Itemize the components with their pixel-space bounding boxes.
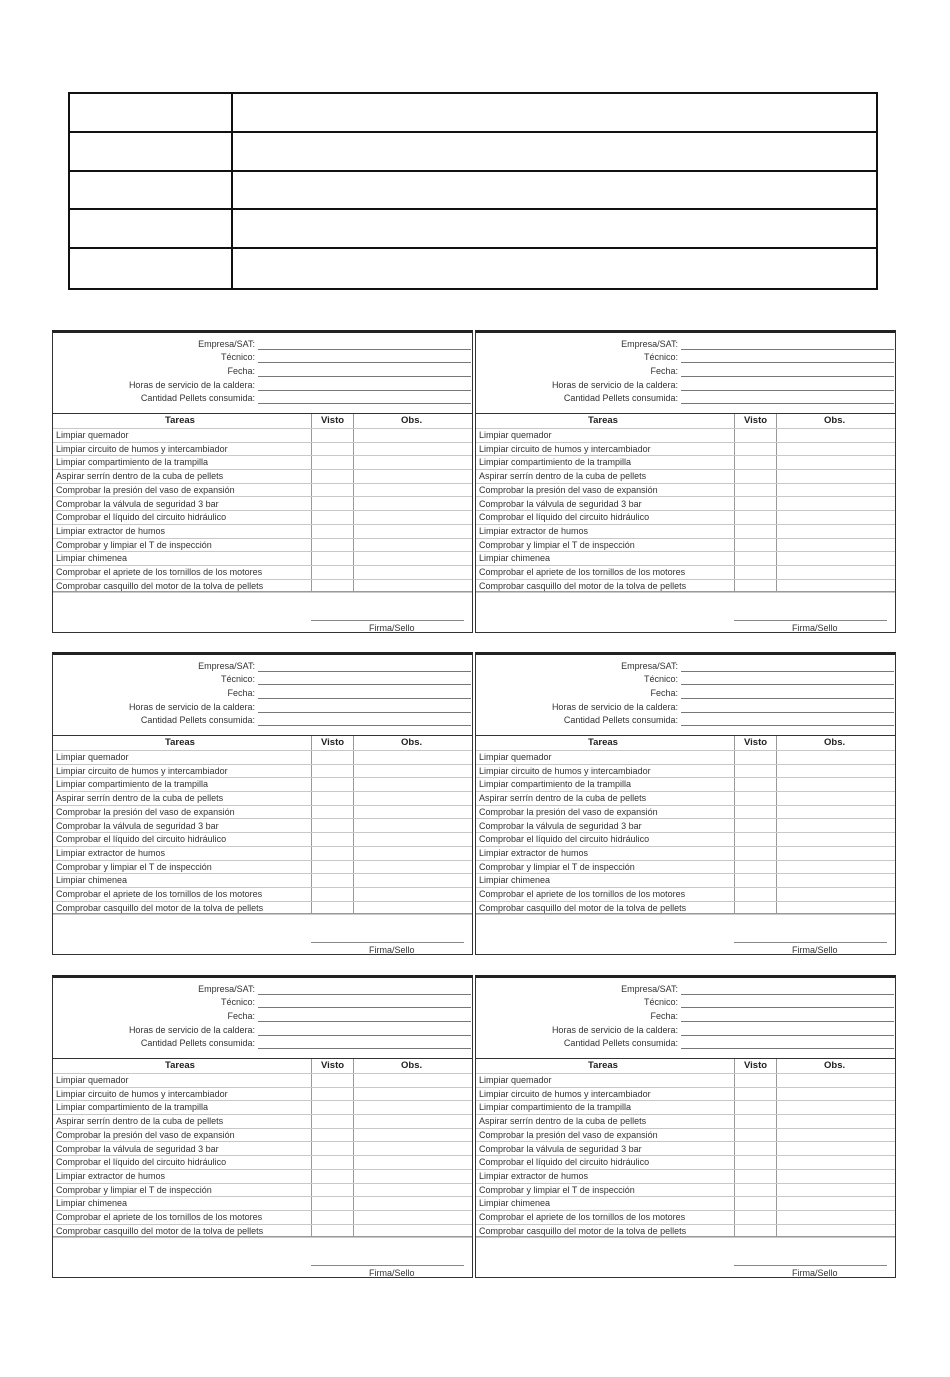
task-label: Comprobar casquillo del motor de la tolva de pellets	[479, 1225, 687, 1236]
maintenance-card	[52, 652, 473, 955]
column-header-seen: Visto	[321, 415, 345, 426]
header-field-label: Horas de servicio de la caldera:	[128, 380, 255, 390]
column-header-tasks: Tareas	[588, 415, 618, 426]
task-label: Comprobar el líquido del circuito hidráulico	[479, 512, 650, 523]
signature-label: Firma/Sello	[792, 945, 838, 955]
header-field-label: Técnico:	[220, 674, 255, 684]
maintenance-card	[52, 330, 473, 633]
header-field-line[interactable]	[681, 362, 894, 363]
signature-line[interactable]	[311, 620, 464, 621]
task-label: Comprobar casquillo del motor de la tolva de pellets	[479, 902, 687, 913]
header-field-label: Cantidad Pellets consumida:	[563, 393, 678, 403]
task-label: Comprobar el apriete de los tornillos de los motores	[479, 567, 686, 577]
header-field-label: Técnico:	[220, 352, 255, 362]
task-row[interactable]	[476, 1197, 895, 1211]
header-field-label: Cantidad Pellets consumida:	[563, 1038, 678, 1048]
task-row[interactable]	[476, 511, 895, 525]
header-field-label: Fecha:	[650, 1011, 678, 1021]
column-header-tasks: Tareas	[165, 415, 195, 426]
signature-area-rule	[53, 591, 472, 592]
signature-line[interactable]	[734, 620, 887, 621]
task-label: Comprobar y limpiar el T de inspección	[479, 539, 635, 550]
task-label: Limpiar compartimiento de la trampilla	[479, 457, 632, 468]
task-row[interactable]	[53, 498, 472, 512]
header-field[interactable]	[53, 659, 473, 673]
task-label: Comprobar el líquido del circuito hidráulico	[56, 512, 227, 523]
task-row[interactable]	[476, 1156, 895, 1170]
header-field-line[interactable]	[681, 1007, 894, 1008]
task-label: Comprobar el líquido del circuito hidráulico	[56, 834, 227, 845]
header-field-label: Fecha:	[227, 688, 255, 698]
task-row[interactable]	[476, 847, 895, 861]
header-field-line[interactable]	[258, 684, 471, 685]
task-row[interactable]	[53, 1088, 472, 1102]
header-field[interactable]	[53, 700, 473, 714]
task-row[interactable]	[476, 566, 895, 580]
header-field-label: Técnico:	[643, 674, 678, 684]
header-field[interactable]	[476, 686, 896, 700]
header-field[interactable]	[53, 982, 473, 996]
task-label: Limpiar quemador	[479, 430, 552, 440]
task-row[interactable]	[53, 1143, 472, 1157]
header-field-line[interactable]	[258, 1048, 471, 1049]
header-field[interactable]	[476, 337, 896, 351]
task-row[interactable]	[476, 778, 895, 792]
task-row[interactable]	[476, 888, 895, 902]
task-label: Limpiar chimenea	[56, 553, 128, 564]
task-label: Limpiar chimenea	[479, 875, 551, 886]
task-label: Limpiar extractor de humos	[479, 847, 589, 858]
header-field[interactable]	[53, 364, 473, 378]
header-field-label: Empresa/SAT:	[198, 339, 255, 349]
task-label: Limpiar extractor de humos	[479, 525, 589, 536]
header-field[interactable]	[476, 391, 896, 405]
task-label: Comprobar la válvula de seguridad 3 bar	[479, 820, 642, 831]
task-label: Comprobar y limpiar el T de inspección	[56, 1184, 212, 1195]
task-label: Limpiar compartimiento de la trampilla	[479, 1102, 632, 1113]
task-row[interactable]	[476, 470, 895, 484]
task-row[interactable]	[476, 1129, 895, 1143]
column-header-seen: Visto	[744, 737, 768, 748]
header-field[interactable]	[53, 672, 473, 686]
task-row[interactable]	[53, 1115, 472, 1129]
maintenance-card	[52, 975, 473, 1278]
header-field[interactable]	[53, 1009, 473, 1023]
task-label: Limpiar quemador	[56, 752, 129, 762]
task-row[interactable]	[476, 792, 895, 806]
blank-row	[70, 210, 876, 249]
column-header-tasks: Tareas	[165, 1060, 195, 1071]
column-header-tasks: Tareas	[588, 737, 618, 748]
task-row[interactable]	[53, 566, 472, 580]
blank-row	[70, 249, 876, 288]
header-field-label: Empresa/SAT:	[198, 984, 255, 994]
task-row[interactable]	[53, 792, 472, 806]
header-field[interactable]	[476, 378, 896, 392]
header-field-label: Horas de servicio de la caldera:	[128, 702, 255, 712]
header-field-label: Fecha:	[227, 366, 255, 376]
task-row[interactable]	[53, 1197, 472, 1211]
task-row[interactable]	[476, 443, 895, 457]
header-field-line[interactable]	[258, 362, 471, 363]
column-header-seen: Visto	[321, 1060, 345, 1071]
table-top-rule	[53, 735, 472, 736]
signature-label: Firma/Sello	[792, 623, 838, 633]
header-field-label: Horas de servicio de la caldera:	[128, 1025, 255, 1035]
blank-header-table	[68, 92, 878, 290]
blank-row	[70, 133, 876, 172]
task-row[interactable]	[53, 1129, 472, 1143]
task-label: Limpiar extractor de humos	[479, 1170, 589, 1181]
task-label: Comprobar y limpiar el T de inspección	[479, 1184, 635, 1195]
column-header-seen: Visto	[744, 415, 768, 426]
task-label: Limpiar circuito de humos y intercambiador	[479, 765, 651, 776]
header-row-rule	[53, 737, 472, 751]
header-field-label: Cantidad Pellets consumida:	[563, 715, 678, 725]
table-top-rule	[476, 413, 895, 414]
task-row[interactable]	[53, 1101, 472, 1115]
task-row[interactable]	[53, 1211, 472, 1225]
maintenance-card	[475, 652, 896, 955]
task-row[interactable]	[476, 861, 895, 875]
header-field[interactable]	[476, 364, 896, 378]
header-field-line[interactable]	[258, 403, 471, 404]
header-field[interactable]	[53, 713, 473, 727]
task-row[interactable]	[53, 511, 472, 525]
header-field[interactable]	[53, 995, 473, 1009]
task-row[interactable]	[476, 874, 895, 888]
header-field-line[interactable]	[258, 698, 471, 699]
header-field[interactable]	[53, 1023, 473, 1037]
task-row[interactable]	[53, 1184, 472, 1198]
task-label: Comprobar el líquido del circuito hidráulico	[56, 1157, 227, 1168]
header-field[interactable]	[53, 391, 473, 405]
task-label: Comprobar casquillo del motor de la tolva de pellets	[56, 580, 264, 591]
task-row[interactable]	[53, 751, 472, 765]
task-row[interactable]	[476, 1211, 895, 1225]
header-field-label: Cantidad Pellets consumida:	[140, 393, 255, 403]
task-label: Limpiar extractor de humos	[56, 525, 166, 536]
task-label: Limpiar chimenea	[479, 553, 551, 564]
task-row[interactable]	[53, 484, 472, 498]
header-row-rule	[476, 415, 895, 429]
task-label: Comprobar casquillo del motor de la tolva de pellets	[56, 902, 264, 913]
signature-area-rule	[476, 1236, 895, 1237]
task-label: Limpiar compartimiento de la trampilla	[56, 457, 209, 468]
task-row[interactable]	[476, 1143, 895, 1157]
task-row[interactable]	[476, 1115, 895, 1129]
task-label: Comprobar y limpiar el T de inspección	[479, 861, 635, 872]
header-field-line[interactable]	[681, 376, 894, 377]
header-field-line[interactable]	[258, 1007, 471, 1008]
task-label: Limpiar quemador	[56, 1075, 129, 1085]
task-label: Comprobar el apriete de los tornillos de los motores	[479, 1212, 686, 1222]
task-row[interactable]	[476, 1088, 895, 1102]
task-row[interactable]	[53, 806, 472, 820]
task-label: Comprobar la presión del vaso de expansión	[56, 806, 235, 817]
signature-area-rule	[53, 913, 472, 914]
header-field[interactable]	[476, 700, 896, 714]
task-row[interactable]	[53, 874, 472, 888]
task-label: Comprobar la presión del vaso de expansión	[479, 484, 658, 495]
task-row[interactable]	[53, 525, 472, 539]
header-row-rule	[53, 415, 472, 429]
header-field-line[interactable]	[258, 1021, 471, 1022]
task-row[interactable]	[476, 539, 895, 553]
task-label: Limpiar quemador	[479, 752, 552, 762]
column-header-tasks: Tareas	[165, 737, 195, 748]
header-field[interactable]	[53, 1036, 473, 1050]
task-label: Comprobar el líquido del circuito hidráulico	[479, 834, 650, 845]
header-row-rule	[476, 1060, 895, 1074]
task-label: Limpiar compartimiento de la trampilla	[479, 779, 632, 790]
header-field-label: Fecha:	[650, 688, 678, 698]
task-label: Comprobar la presión del vaso de expansión	[479, 1129, 658, 1140]
task-label: Limpiar circuito de humos y intercambiador	[56, 443, 228, 454]
task-row[interactable]	[53, 820, 472, 834]
task-label: Comprobar el apriete de los tornillos de los motores	[479, 889, 686, 899]
task-row[interactable]	[53, 888, 472, 902]
header-row-rule	[53, 1060, 472, 1074]
signature-line[interactable]	[311, 1265, 464, 1266]
task-row[interactable]	[53, 833, 472, 847]
task-label: Comprobar el líquido del circuito hidráulico	[479, 1157, 650, 1168]
task-label: Comprobar casquillo del motor de la tolva de pellets	[479, 580, 687, 591]
header-field-line[interactable]	[258, 725, 471, 726]
task-label: Comprobar la válvula de seguridad 3 bar	[479, 1143, 642, 1154]
header-field-label: Fecha:	[227, 1011, 255, 1021]
task-label: Aspirar serrín dentro de la cuba de pellets	[56, 793, 224, 804]
task-label: Limpiar extractor de humos	[56, 1170, 166, 1181]
task-label: Comprobar la válvula de seguridad 3 bar	[479, 498, 642, 509]
column-header-obs: Obs.	[401, 737, 423, 748]
header-field-line[interactable]	[681, 684, 894, 685]
header-row-rule	[476, 737, 895, 751]
header-field[interactable]	[53, 350, 473, 364]
task-label: Limpiar chimenea	[56, 875, 128, 886]
task-label: Comprobar el apriete de los tornillos de los motores	[56, 567, 263, 577]
column-header-seen: Visto	[321, 737, 345, 748]
header-field[interactable]	[476, 713, 896, 727]
task-label: Comprobar la presión del vaso de expansión	[56, 484, 235, 495]
header-field-line[interactable]	[258, 376, 471, 377]
task-label: Limpiar chimenea	[479, 1198, 551, 1209]
header-field-line[interactable]	[681, 403, 894, 404]
task-row[interactable]	[53, 1074, 472, 1088]
signature-label: Firma/Sello	[369, 1268, 415, 1278]
task-row[interactable]	[476, 484, 895, 498]
task-row[interactable]	[53, 429, 472, 443]
table-top-rule	[53, 413, 472, 414]
task-row[interactable]	[476, 1101, 895, 1115]
task-row[interactable]	[53, 765, 472, 779]
task-row[interactable]	[476, 498, 895, 512]
task-row[interactable]	[53, 456, 472, 470]
task-label: Limpiar circuito de humos y intercambiador	[479, 1088, 651, 1099]
task-row[interactable]	[53, 778, 472, 792]
task-label: Comprobar el apriete de los tornillos de los motores	[56, 889, 263, 899]
column-header-obs: Obs.	[401, 415, 423, 426]
header-field-label: Técnico:	[643, 997, 678, 1007]
task-row[interactable]	[53, 539, 472, 553]
task-label: Comprobar la válvula de seguridad 3 bar	[56, 498, 219, 509]
task-row[interactable]	[476, 552, 895, 566]
header-field[interactable]	[476, 1009, 896, 1023]
header-field-label: Técnico:	[643, 352, 678, 362]
column-header-tasks: Tareas	[588, 1060, 618, 1071]
table-top-rule	[53, 1058, 472, 1059]
task-row[interactable]	[53, 1156, 472, 1170]
signature-line[interactable]	[734, 1265, 887, 1266]
header-field-label: Técnico:	[220, 997, 255, 1007]
maintenance-card	[475, 975, 896, 1278]
header-field[interactable]	[476, 672, 896, 686]
task-row[interactable]	[53, 443, 472, 457]
signature-label: Firma/Sello	[792, 1268, 838, 1278]
header-field-label: Horas de servicio de la caldera:	[551, 702, 678, 712]
signature-area-rule	[53, 1236, 472, 1237]
task-row[interactable]	[476, 833, 895, 847]
task-label: Limpiar extractor de humos	[56, 847, 166, 858]
task-label: Comprobar casquillo del motor de la tolva de pellets	[56, 1225, 264, 1236]
header-field[interactable]	[476, 1036, 896, 1050]
header-field-label: Empresa/SAT:	[621, 661, 678, 671]
task-row[interactable]	[476, 806, 895, 820]
task-row[interactable]	[476, 1074, 895, 1088]
task-row[interactable]	[476, 456, 895, 470]
task-row[interactable]	[53, 1170, 472, 1184]
header-field[interactable]	[476, 995, 896, 1009]
header-field[interactable]	[476, 659, 896, 673]
header-field[interactable]	[53, 337, 473, 351]
header-field-line[interactable]	[681, 698, 894, 699]
header-field-line[interactable]	[681, 725, 894, 726]
task-label: Limpiar chimenea	[56, 1198, 128, 1209]
header-field-label: Empresa/SAT:	[198, 661, 255, 671]
column-header-obs: Obs.	[824, 737, 846, 748]
task-label: Aspirar serrín dentro de la cuba de pellets	[479, 1116, 647, 1127]
task-label: Comprobar y limpiar el T de inspección	[56, 861, 212, 872]
header-field-label: Empresa/SAT:	[621, 339, 678, 349]
task-label: Limpiar circuito de humos y intercambiador	[479, 443, 651, 454]
task-row[interactable]	[53, 552, 472, 566]
task-label: Aspirar serrín dentro de la cuba de pellets	[479, 471, 647, 482]
header-field-label: Horas de servicio de la caldera:	[551, 1025, 678, 1035]
task-row[interactable]	[476, 820, 895, 834]
header-field-label: Horas de servicio de la caldera:	[551, 380, 678, 390]
maintenance-card	[475, 330, 896, 633]
table-top-rule	[476, 1058, 895, 1059]
task-label: Limpiar quemador	[56, 430, 129, 440]
task-label: Comprobar la presión del vaso de expansión	[56, 1129, 235, 1140]
table-top-rule	[476, 735, 895, 736]
header-field-label: Empresa/SAT:	[621, 984, 678, 994]
task-label: Aspirar serrín dentro de la cuba de pellets	[56, 471, 224, 482]
signature-line[interactable]	[311, 942, 464, 943]
signature-area-rule	[476, 913, 895, 914]
signature-line[interactable]	[734, 942, 887, 943]
signature-label: Firma/Sello	[369, 945, 415, 955]
column-header-obs: Obs.	[824, 1060, 846, 1071]
header-field[interactable]	[476, 350, 896, 364]
task-label: Comprobar la válvula de seguridad 3 bar	[56, 820, 219, 831]
task-row[interactable]	[476, 429, 895, 443]
signature-area-rule	[476, 591, 895, 592]
task-row[interactable]	[53, 470, 472, 484]
task-label: Comprobar la válvula de seguridad 3 bar	[56, 1143, 219, 1154]
task-row[interactable]	[476, 1170, 895, 1184]
signature-label: Firma/Sello	[369, 623, 415, 633]
task-label: Limpiar compartimiento de la trampilla	[56, 1102, 209, 1113]
task-row[interactable]	[476, 525, 895, 539]
header-field-label: Fecha:	[650, 366, 678, 376]
header-field-label: Cantidad Pellets consumida:	[140, 715, 255, 725]
header-field-label: Cantidad Pellets consumida:	[140, 1038, 255, 1048]
task-row[interactable]	[53, 847, 472, 861]
task-label: Aspirar serrín dentro de la cuba de pellets	[56, 1116, 224, 1127]
task-row[interactable]	[476, 751, 895, 765]
task-label: Limpiar quemador	[479, 1075, 552, 1085]
task-row[interactable]	[53, 861, 472, 875]
header-field-line[interactable]	[681, 1048, 894, 1049]
task-label: Limpiar circuito de humos y intercambiador	[56, 1088, 228, 1099]
task-label: Limpiar circuito de humos y intercambiador	[56, 765, 228, 776]
blank-row	[70, 94, 876, 133]
task-row[interactable]	[476, 765, 895, 779]
header-field-line[interactable]	[681, 1021, 894, 1022]
task-row[interactable]	[476, 1184, 895, 1198]
column-header-obs: Obs.	[824, 415, 846, 426]
column-header-seen: Visto	[744, 1060, 768, 1071]
header-field[interactable]	[476, 1023, 896, 1037]
header-field[interactable]	[476, 982, 896, 996]
task-label: Comprobar y limpiar el T de inspección	[56, 539, 212, 550]
header-field[interactable]	[53, 378, 473, 392]
task-label: Comprobar el apriete de los tornillos de los motores	[56, 1212, 263, 1222]
blank-row	[70, 172, 876, 211]
task-label: Limpiar compartimiento de la trampilla	[56, 779, 209, 790]
header-field[interactable]	[53, 686, 473, 700]
task-label: Comprobar la presión del vaso de expansión	[479, 806, 658, 817]
task-label: Aspirar serrín dentro de la cuba de pellets	[479, 793, 647, 804]
column-header-obs: Obs.	[401, 1060, 423, 1071]
